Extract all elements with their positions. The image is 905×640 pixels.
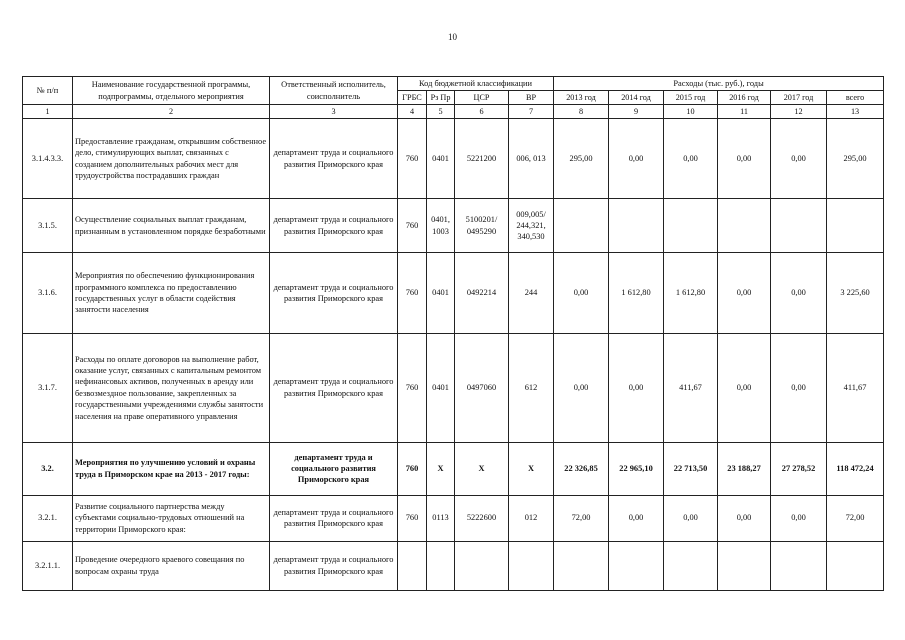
row-name: Проведение очередного краевого совещания по вопросам охраны труда bbox=[73, 541, 270, 590]
header-2014: 2014 год bbox=[609, 91, 664, 105]
row-2017: 0,00 bbox=[771, 119, 827, 199]
row-grbs: 760 bbox=[398, 199, 427, 253]
row-2015: 22 713,50 bbox=[664, 442, 718, 495]
row-csr bbox=[455, 541, 509, 590]
row-2013: 22 326,85 bbox=[554, 442, 609, 495]
index-cell: 12 bbox=[771, 105, 827, 119]
header-2016: 2016 год bbox=[718, 91, 771, 105]
row-name: Осуществление социальных выплат гражданам, признанным в установленном порядке безработными bbox=[73, 199, 270, 253]
row-2013: 0,00 bbox=[554, 333, 609, 442]
header-2013: 2013 год bbox=[554, 91, 609, 105]
row-2014 bbox=[609, 199, 664, 253]
budget-table bbox=[22, 76, 884, 591]
row-executor: департамент труда и социального развития Приморского края bbox=[270, 442, 398, 495]
row-grbs: 760 bbox=[398, 333, 427, 442]
row-total: 411,67 bbox=[827, 333, 884, 442]
header-expenses: Расходы (тыс. руб.), годы bbox=[554, 77, 884, 91]
index-cell: 9 bbox=[609, 105, 664, 119]
row-vr: 612 bbox=[509, 333, 554, 442]
row-2017: 27 278,52 bbox=[771, 442, 827, 495]
row-2014: 0,00 bbox=[609, 333, 664, 442]
row-2014: 0,00 bbox=[609, 495, 664, 541]
row-executor: департамент труда и социального развития Приморского края bbox=[270, 333, 398, 442]
row-name: Развитие социального партнерства между субъектами социально-трудовых отношений на территории Приморского края: bbox=[73, 495, 270, 541]
header-rzpr: Рз Пр bbox=[427, 91, 455, 105]
row-2016 bbox=[718, 541, 771, 590]
index-cell: 3 bbox=[270, 105, 398, 119]
row-csr: 5222600 bbox=[455, 495, 509, 541]
row-2016: 0,00 bbox=[718, 333, 771, 442]
row-2013 bbox=[554, 541, 609, 590]
row-csr: 0497060 bbox=[455, 333, 509, 442]
row-grbs: 760 bbox=[398, 442, 427, 495]
row-total: 72,00 bbox=[827, 495, 884, 541]
page-number: 10 bbox=[448, 32, 457, 42]
row-num: 3.2.1.1. bbox=[23, 541, 73, 590]
index-cell: 1 bbox=[23, 105, 73, 119]
row-2016: 0,00 bbox=[718, 495, 771, 541]
header-num: № п/п bbox=[23, 77, 73, 105]
row-num: 3.2. bbox=[23, 442, 73, 495]
row-total bbox=[827, 541, 884, 590]
index-cell: 11 bbox=[718, 105, 771, 119]
row-total: 3 225,60 bbox=[827, 253, 884, 334]
row-rzpr bbox=[427, 541, 455, 590]
row-2015: 0,00 bbox=[664, 119, 718, 199]
table-row bbox=[23, 199, 884, 253]
row-vr: 006, 013 bbox=[509, 119, 554, 199]
row-2013: 72,00 bbox=[554, 495, 609, 541]
index-cell: 8 bbox=[554, 105, 609, 119]
row-total: 295,00 bbox=[827, 119, 884, 199]
row-num: 3.1.7. bbox=[23, 333, 73, 442]
row-num: 3.1.6. bbox=[23, 253, 73, 334]
row-2016: 23 188,27 bbox=[718, 442, 771, 495]
row-csr: 5100201/ 0495290 bbox=[455, 199, 509, 253]
row-name: Мероприятия по улучшению условий и охраны труда в Приморском крае на 2013 - 2017 годы: bbox=[73, 442, 270, 495]
row-2013 bbox=[554, 199, 609, 253]
header-2017: 2017 год bbox=[771, 91, 827, 105]
row-2016: 0,00 bbox=[718, 253, 771, 334]
table-row bbox=[23, 495, 884, 541]
row-grbs bbox=[398, 541, 427, 590]
row-num: 3.2.1. bbox=[23, 495, 73, 541]
row-grbs: 760 bbox=[398, 495, 427, 541]
row-2017: 0,00 bbox=[771, 495, 827, 541]
row-grbs: 760 bbox=[398, 253, 427, 334]
row-2015 bbox=[664, 199, 718, 253]
header-total: всего bbox=[827, 91, 884, 105]
header-grbs: ГРБС bbox=[398, 91, 427, 105]
index-cell: 2 bbox=[73, 105, 270, 119]
table-row bbox=[23, 541, 884, 590]
row-vr: 012 bbox=[509, 495, 554, 541]
table-row bbox=[23, 333, 884, 442]
row-2017: 0,00 bbox=[771, 253, 827, 334]
row-2014: 22 965,10 bbox=[609, 442, 664, 495]
index-cell: 10 bbox=[664, 105, 718, 119]
table-row-subtotal bbox=[23, 442, 884, 495]
row-executor: департамент труда и социального развития Приморского края bbox=[270, 199, 398, 253]
index-cell: 6 bbox=[455, 105, 509, 119]
row-executor: департамент труда и социального развития Приморского края bbox=[270, 541, 398, 590]
index-cell: 4 bbox=[398, 105, 427, 119]
row-2013: 0,00 bbox=[554, 253, 609, 334]
row-2017 bbox=[771, 541, 827, 590]
row-vr: 009,005/ 244,321, 340,530 bbox=[509, 199, 554, 253]
index-cell: 7 bbox=[509, 105, 554, 119]
header-name: Наименование государственной программы, подпрограммы, отдельного мероприятия bbox=[73, 77, 270, 105]
table-row bbox=[23, 119, 884, 199]
header-budget-code: Код бюджетной классификации bbox=[398, 77, 554, 91]
row-2014: 0,00 bbox=[609, 119, 664, 199]
header-executor: Ответственный исполнитель, соисполнитель bbox=[270, 77, 398, 105]
row-csr: 5221200 bbox=[455, 119, 509, 199]
row-2015 bbox=[664, 541, 718, 590]
row-vr bbox=[509, 541, 554, 590]
row-2016: 0,00 bbox=[718, 119, 771, 199]
row-2017: 0,00 bbox=[771, 333, 827, 442]
row-num: 3.1.5. bbox=[23, 199, 73, 253]
row-rzpr: 0401, 1003 bbox=[427, 199, 455, 253]
row-2017 bbox=[771, 199, 827, 253]
table-row bbox=[23, 253, 884, 334]
row-rzpr: 0401 bbox=[427, 253, 455, 334]
row-vr: 244 bbox=[509, 253, 554, 334]
row-rzpr: 0401 bbox=[427, 119, 455, 199]
row-executor: департамент труда и социального развития Приморского края bbox=[270, 119, 398, 199]
row-2015: 411,67 bbox=[664, 333, 718, 442]
row-total bbox=[827, 199, 884, 253]
index-row bbox=[23, 105, 884, 119]
row-name: Предоставление гражданам, открывшим собственное дело, стимулирующих выплат, связанных с созданием дополнительных рабочих мест для трудоустройства пострадавших граждан bbox=[73, 119, 270, 199]
row-csr: X bbox=[455, 442, 509, 495]
header-2015: 2015 год bbox=[664, 91, 718, 105]
row-name: Расходы по оплате договоров на выполнение работ, оказание услуг, связанных с капитальным ремонтом нефинансовых активов, полученных в аренду или безвозмездное пользование, закрепленных за государственными учреждениями службы занятости населения на праве оперативного управления bbox=[73, 333, 270, 442]
row-2015: 0,00 bbox=[664, 495, 718, 541]
row-executor: департамент труда и социального развития Приморского края bbox=[270, 495, 398, 541]
row-num: 3.1.4.3.3. bbox=[23, 119, 73, 199]
row-total: 118 472,24 bbox=[827, 442, 884, 495]
row-2016 bbox=[718, 199, 771, 253]
row-csr: 0492214 bbox=[455, 253, 509, 334]
header-row-top bbox=[23, 77, 884, 91]
row-2014: 1 612,80 bbox=[609, 253, 664, 334]
row-2014 bbox=[609, 541, 664, 590]
header-vr: ВР bbox=[509, 91, 554, 105]
index-cell: 13 bbox=[827, 105, 884, 119]
row-2015: 1 612,80 bbox=[664, 253, 718, 334]
row-2013: 295,00 bbox=[554, 119, 609, 199]
row-vr: X bbox=[509, 442, 554, 495]
row-name: Мероприятия по обеспечению функционирования программного комплекса по предоставлению государственных услуг в области содействия занятости населения bbox=[73, 253, 270, 334]
row-rzpr: 0401 bbox=[427, 333, 455, 442]
row-grbs: 760 bbox=[398, 119, 427, 199]
row-rzpr: X bbox=[427, 442, 455, 495]
row-rzpr: 0113 bbox=[427, 495, 455, 541]
index-cell: 5 bbox=[427, 105, 455, 119]
row-executor: департамент труда и социального развития Приморского края bbox=[270, 253, 398, 334]
header-csr: ЦСР bbox=[455, 91, 509, 105]
